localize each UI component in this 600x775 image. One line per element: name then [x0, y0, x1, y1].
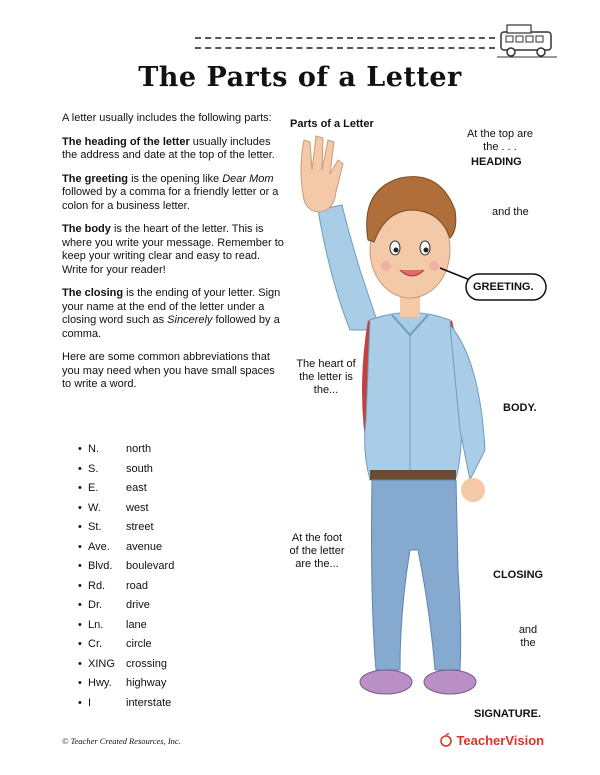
heading-description: usually includes the address and date at the top of the letter. [62, 135, 275, 161]
abbreviation-word: circle [126, 638, 152, 650]
bullet: • [78, 618, 82, 631]
greeting-example: Dear Mom [222, 172, 274, 185]
bullet: • [78, 501, 82, 514]
bullet: • [78, 599, 82, 611]
abbreviation-code: Dr. [88, 599, 103, 611]
abbreviation-code: Cr. [88, 638, 103, 650]
body-term: The body [62, 223, 111, 235]
abbreviation-word: south [126, 462, 153, 475]
abbreviation-word: east [126, 482, 147, 494]
abbreviation-code: XING [88, 657, 115, 670]
heading-paragraph [62, 136, 284, 163]
abbreviation-code: I [88, 696, 92, 709]
bullet: • [78, 657, 82, 670]
abbreviation-word: interstate [126, 696, 172, 709]
apple-icon [440, 733, 452, 747]
abbreviation-word: drive [126, 599, 150, 611]
abbreviation-word: north [126, 443, 152, 455]
label-closing: CLOSING [493, 569, 544, 581]
abbreviation-code: Rd. [88, 579, 106, 592]
closing-description-1: is the ending of your letter. Sign your name at the end of the letter under a closing word such as [62, 287, 281, 326]
label-body: BODY. [503, 402, 537, 414]
school-bus-icon [497, 20, 557, 62]
header-dash-line-2 [195, 47, 495, 49]
abbreviation-word: street [126, 521, 154, 533]
abbreviation-word: highway [126, 677, 167, 689]
body-description: is the heart of the letter. This is where you write your message. Remember to keep your writing clear and easy to read. Write for your reader! [62, 223, 284, 276]
diagram-title: Parts of a Letter [290, 118, 374, 130]
abbreviations-intro: Here are some common abbreviations that you may need when you have small spaces to write a word. [62, 351, 275, 390]
greeting-description-2: followed by a comma for a friendly letter or a colon for a business letter. [62, 186, 279, 212]
abbreviation-word: avenue [126, 540, 163, 553]
abbreviation-code: Ave. [88, 540, 110, 553]
closing-paragraph [62, 287, 284, 341]
abbreviation-word: lane [126, 618, 147, 631]
bullet: • [78, 482, 82, 494]
abbreviation-code: Hwy. [88, 677, 112, 689]
teachervision-logo [440, 732, 544, 750]
abbreviation-word: road [126, 579, 149, 592]
abbreviation-code: N. [88, 443, 99, 455]
closing-term: The closing [62, 287, 124, 299]
abbreviation-code: E. [88, 482, 99, 494]
abbreviation-word: boulevard [126, 560, 175, 572]
bullet: • [78, 638, 82, 650]
label-signature: SIGNATURE. [474, 708, 542, 720]
diagram-heart-label: The heart of the letter is the... [296, 358, 356, 396]
explanation-column [62, 112, 284, 392]
bullet: • [78, 521, 82, 533]
bullet: • [78, 579, 82, 592]
body-paragraph [62, 223, 284, 277]
greeting-term: The greeting [62, 172, 129, 185]
heading-term: The heading of the letter [62, 135, 190, 148]
label-heading: HEADING [471, 156, 522, 168]
abbreviation-code: St. [88, 521, 102, 533]
label-greeting: GREETING. [473, 281, 534, 293]
abbreviation-list [78, 443, 198, 713]
closing-example: Sincerely [167, 314, 213, 326]
abbreviation-code: Blvd. [88, 560, 113, 572]
bullet: • [78, 560, 82, 572]
abbreviation-code: W. [88, 501, 101, 514]
greeting-paragraph [62, 173, 284, 214]
abbreviation-word: west [126, 501, 149, 514]
label-and-the-2: and the [518, 624, 538, 649]
copyright-footer: © Teacher Created Resources, Inc. [62, 736, 181, 746]
closing-description-2: followed by a comma. [62, 314, 280, 340]
brand-name: TeacherVision [456, 733, 545, 748]
bullet: • [78, 677, 82, 689]
abbreviation-code: Ln. [88, 618, 104, 631]
intro-paragraph: A letter usually includes the following parts: [62, 112, 272, 124]
bullet: • [78, 443, 82, 455]
abbreviation-code: S. [88, 462, 99, 475]
page-title: The Parts of a Letter [138, 62, 462, 93]
diagram-foot-label: At the foot of the letter are the... [289, 532, 345, 570]
bullet: • [78, 696, 82, 709]
greeting-description-1: is the opening like [128, 172, 223, 185]
label-and-the-1: and the [492, 206, 529, 218]
header-dash-line-1 [195, 37, 495, 39]
bullet: • [78, 462, 82, 475]
abbreviation-word: crossing [126, 657, 167, 670]
bullet: • [78, 540, 82, 553]
diagram-top-label: At the top are the . . . [466, 128, 534, 153]
